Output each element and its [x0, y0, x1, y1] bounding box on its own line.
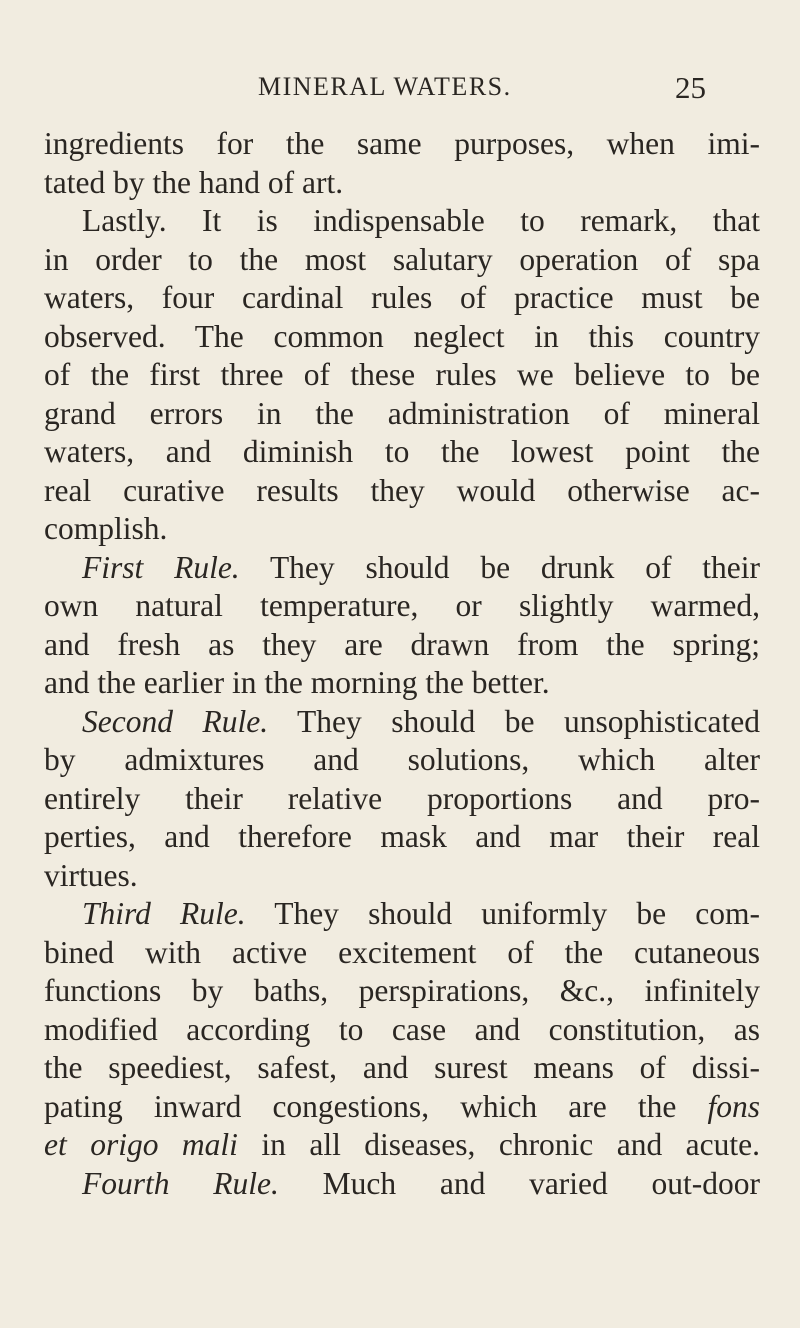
text-line: grand errors in the administration of mineral [44, 395, 760, 431]
text-line: and fresh as they are drawn from the spring; [44, 626, 760, 662]
text-line: et origo mali in all diseases, chronic and acute. [44, 1127, 761, 1162]
rule-heading: Fourth Rule. [82, 1165, 279, 1201]
rule-heading: First Rule. [82, 549, 240, 585]
body-text [44, 125, 760, 1203]
text-line: perties, and therefore mask and mar their real [44, 819, 760, 854]
text-line: own natural temperature, or slightly warmed, [44, 588, 760, 623]
text-line: Fourth Rule. Much and varied out-door [82, 1165, 761, 1201]
text-line: Second Rule. They should be unsophisticated [82, 703, 760, 739]
text-line: First Rule. They should be drunk of their [82, 549, 760, 585]
text-line: entirely their relative proportions and pro- [44, 780, 760, 816]
text-line: Third Rule. They should uniformly be com- [82, 896, 760, 931]
text-line: pating inward congestions, which are the fons [44, 1088, 760, 1124]
text-line: observed. The common neglect in this country [44, 318, 760, 354]
rule-heading: Third Rule. [82, 896, 246, 931]
latin-phrase: fons [707, 1088, 760, 1124]
running-head-title: MINERAL WATERS. [258, 72, 512, 101]
rule-heading: Second Rule. [82, 703, 269, 739]
text-line: and the earlier in the morning the better. [44, 665, 550, 700]
text-line: of the first three of these rules we believe to be [44, 357, 760, 392]
text-line: complish. [44, 511, 168, 546]
page-number: 25 [675, 70, 706, 105]
text-line: in order to the most salutary operation of spa [44, 241, 760, 277]
running-head [0, 72, 800, 112]
text-line: Lastly. It is indispensable to remark, that [82, 203, 760, 238]
text-line: modified according to case and constitution, as [44, 1011, 760, 1047]
text-line: ingredients for the same purposes, when imi- [44, 126, 760, 161]
text-line: bined with active excitement of the cutaneous [44, 934, 760, 970]
text-line: the speediest, safest, and surest means of dissi- [44, 1050, 760, 1085]
text-line: functions by baths, perspirations, &c., infinitely [44, 973, 760, 1008]
text-line: real curative results they would otherwise ac- [44, 472, 760, 508]
text-line: tated by the hand of art. [44, 164, 344, 200]
latin-phrase: et origo mali [44, 1127, 238, 1162]
text-line: waters, and diminish to the lowest point the [44, 434, 760, 469]
text-line: by admixtures and solutions, which alter [44, 742, 760, 777]
text-line: virtues. [44, 857, 138, 893]
text-line: waters, four cardinal rules of practice must be [44, 280, 760, 315]
